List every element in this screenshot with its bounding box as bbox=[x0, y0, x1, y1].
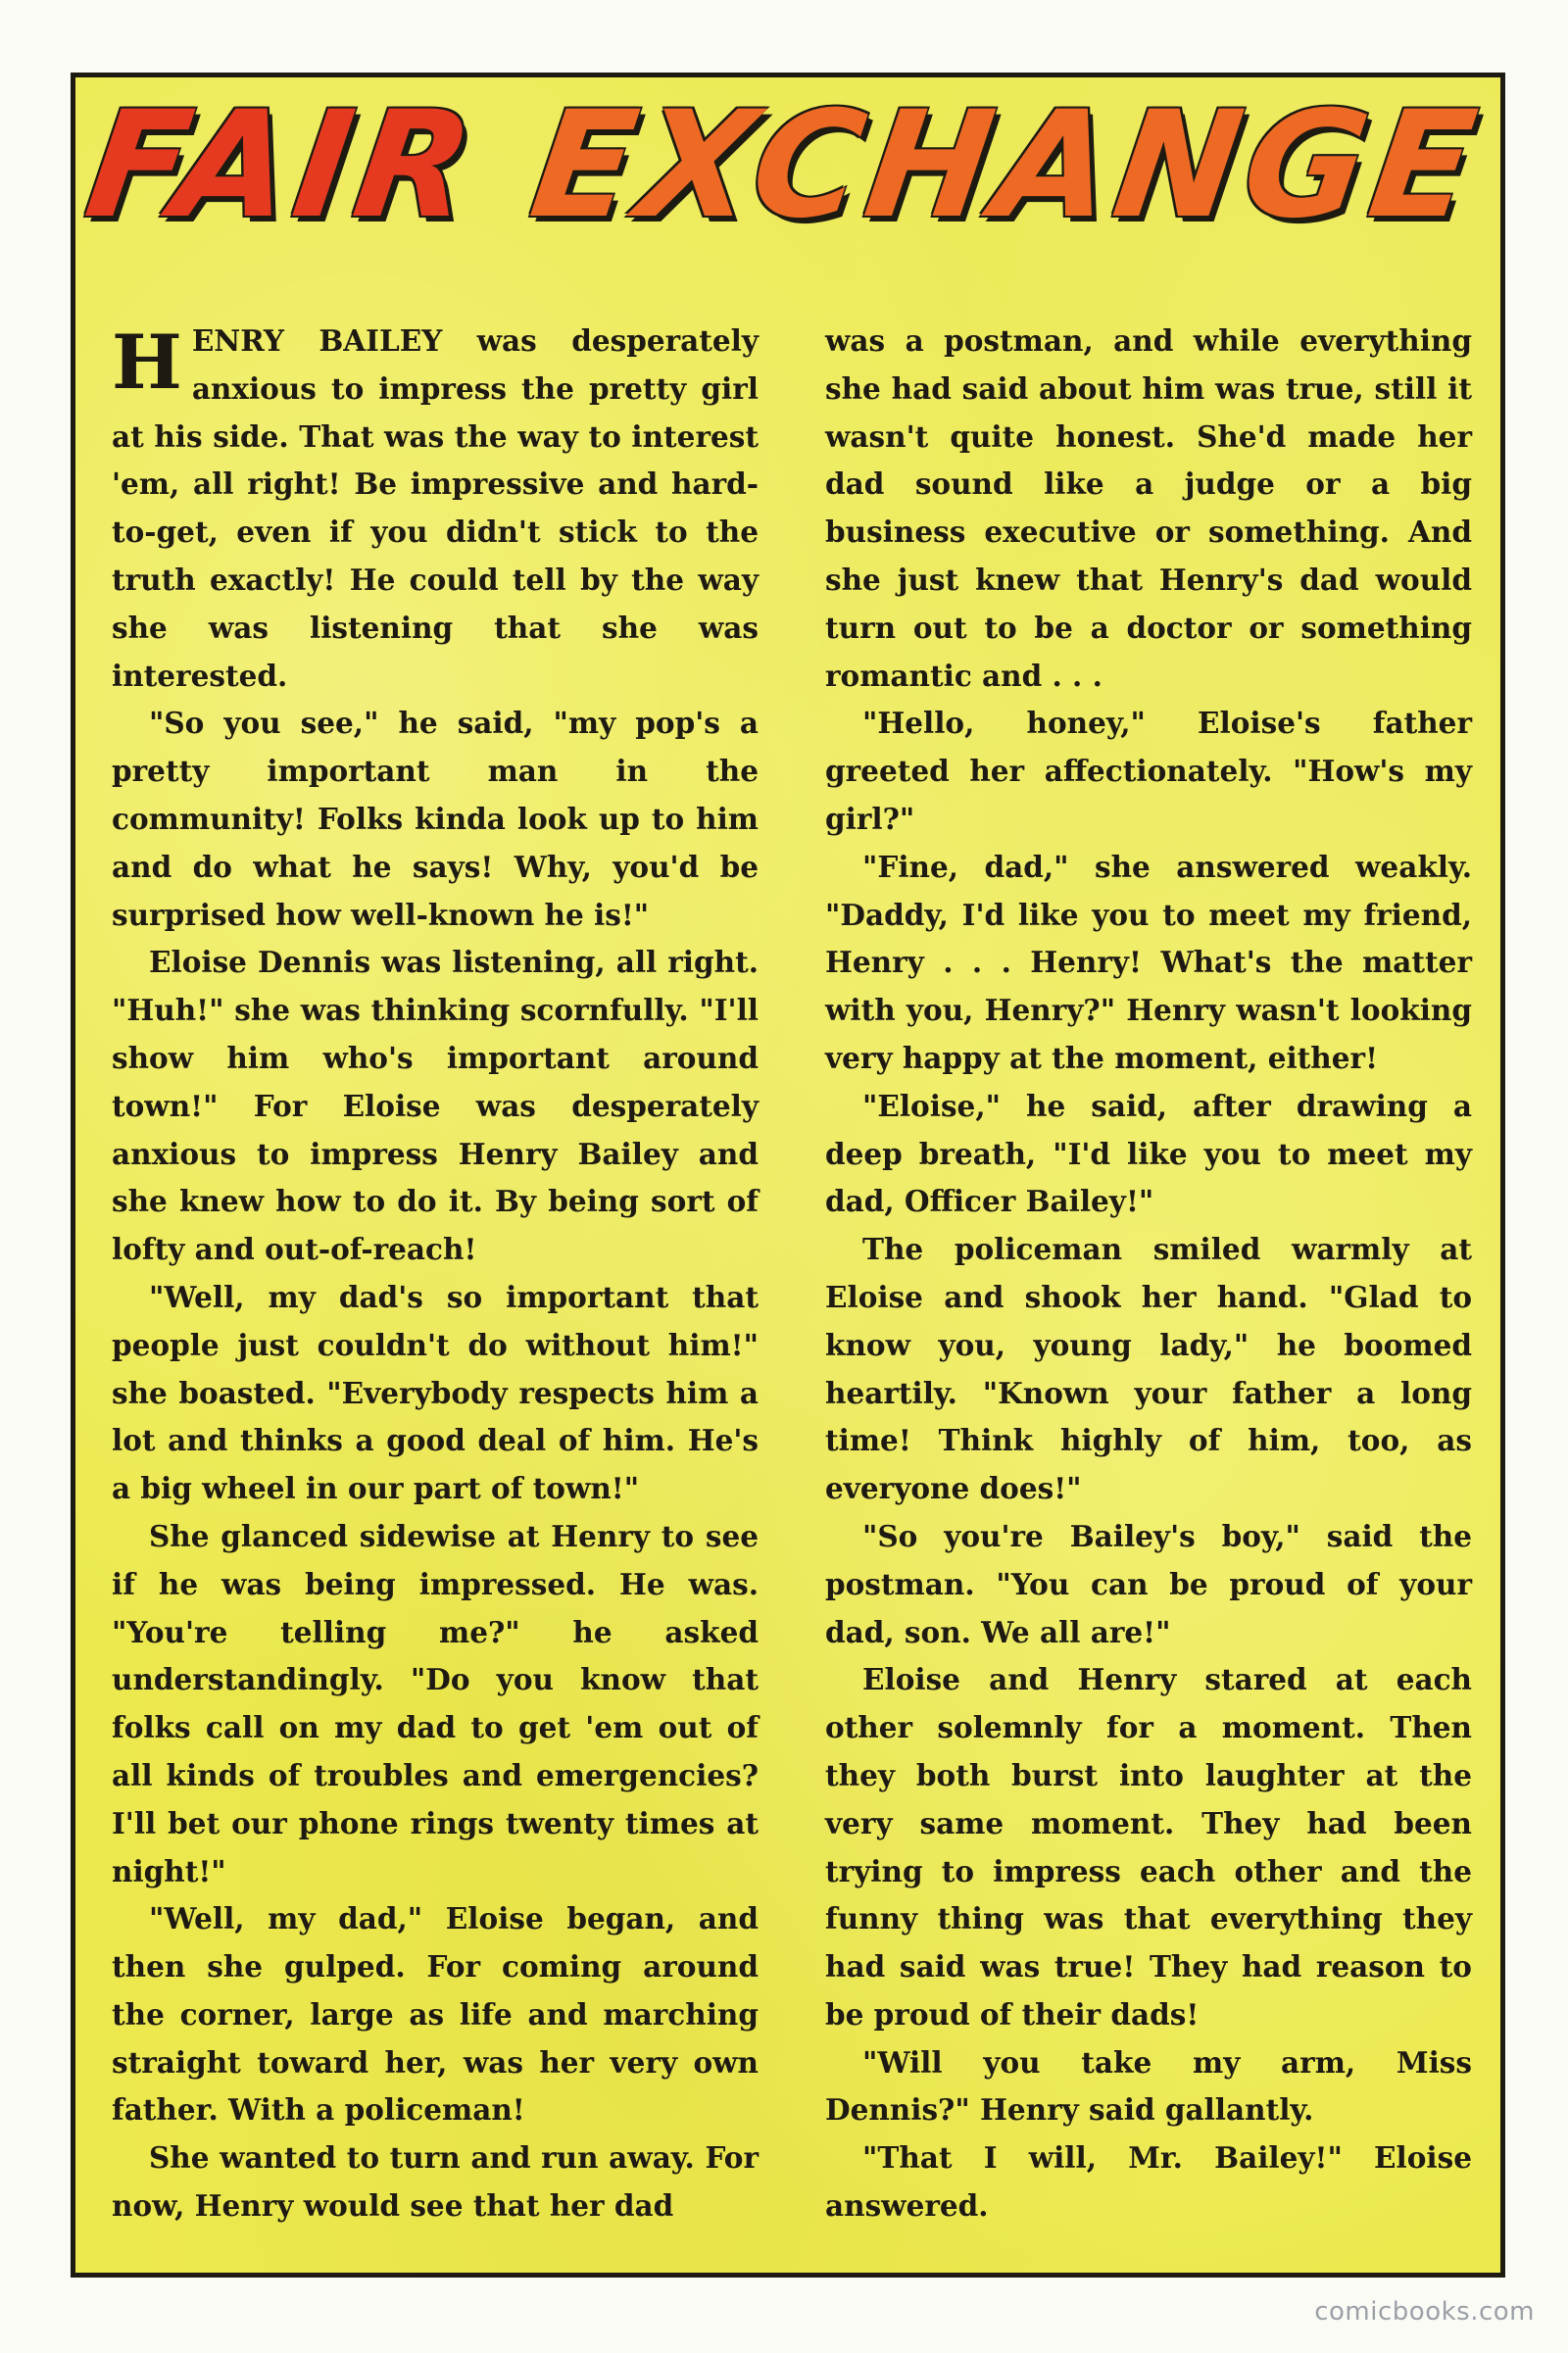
paragraph: Eloise Dennis was listening, all right. "Huh!" she was thinking scornfully. "I'll show him who's important around town!" For Eloise was desperately anxious to impress Henry Bailey and she knew how to do it. By being sort of lofty and out-of-reach! bbox=[112, 945, 759, 1267]
paragraph-text: ENRY BAILEY was desperately anxious to impress the pretty girl at his side. That was the way to interest 'em, all right! Be impressive and hard-to-get, even if you didn't stick to the truth exactly! He could tell by the way she was listening that she was interested. bbox=[112, 323, 759, 693]
paragraph: "Fine, dad," she answered weakly. "Daddy, I'd like you to meet my friend, Henry . . . Henry! What's the matter with you, Henry?" Henry wasn't looking very happy at the moment, either! bbox=[825, 849, 1472, 1075]
paragraph: Eloise and Henry stared at each other solemnly for a moment. Then they both burst into laughter at the very same moment. They had been trying to impress each other and the funny thing was that everything they had said was true! They had reason to be proud of their dads! bbox=[825, 1662, 1472, 2032]
site-credit: comicbooks.com bbox=[1314, 2297, 1535, 2327]
paragraph: was a postman, and while everything she had said about him was true, still it wasn't quite honest. She'd made her dad sound like a judge or a big business executive or something. And she just knew that Henry's dad would turn out to be a doctor or something romantic and . . . bbox=[825, 323, 1472, 693]
title-word-fair: FAIR bbox=[76, 80, 488, 251]
paragraph bbox=[112, 318, 759, 700]
story-text-area bbox=[71, 73, 1505, 2278]
paragraph: She wanted to turn and run away. For now, Henry would see that her dad bbox=[112, 2140, 759, 2224]
title-word-exchange: EXCHANGE bbox=[522, 80, 1492, 251]
paragraph: The policeman smiled warmly at Eloise and shook her hand. "Glad to know you, young lady," he boomed heartily. "Known your father a long time! Think highly of him, too, as everyone does!" bbox=[825, 1232, 1472, 1506]
drop-cap: H bbox=[112, 319, 182, 406]
paragraph: She glanced sidewise at Henry to see if he was being impressed. He was. "You're telling me?" he asked understandingly. "Do you know that folks call on my dad to get 'em out of all kinds of troubles and emergencies? I'll bet our phone rings twenty times at night!" bbox=[112, 1518, 759, 1888]
left-column bbox=[112, 318, 759, 2230]
paragraph: "Hello, honey," Eloise's father greeted her affectionately. "How's my girl?" bbox=[825, 706, 1472, 836]
paragraph: "Will you take my arm, Miss Dennis?" Henry said gallantly. bbox=[825, 2044, 1472, 2128]
paragraph: "So you see," he said, "my pop's a pretty important man in the community! Folks kinda look up to him and do what he says! Why, you'd be surprised how well-known he is!" bbox=[112, 706, 759, 932]
paragraph: "So you're Bailey's boy," said the postman. "You can be proud of your dad, son. We all are!" bbox=[825, 1518, 1472, 1649]
paragraph: "Eloise," he said, after drawing a deep breath, "I'd like you to meet my dad, Officer Bailey!" bbox=[825, 1088, 1472, 1219]
paragraph: "That I will, Mr. Bailey!" Eloise answered. bbox=[825, 2140, 1472, 2224]
paragraph: "Well, my dad," Eloise began, and then she gulped. For coming around the corner, large as life and marching straight toward her, was her very own father. With a policeman! bbox=[112, 1901, 759, 2128]
paragraph: "Well, my dad's so important that people just couldn't do without him!" she boasted. "Everybody respects him a lot and thinks a good deal of him. He's a big wheel in our part of town!" bbox=[112, 1279, 759, 1506]
right-column bbox=[825, 318, 1472, 2230]
